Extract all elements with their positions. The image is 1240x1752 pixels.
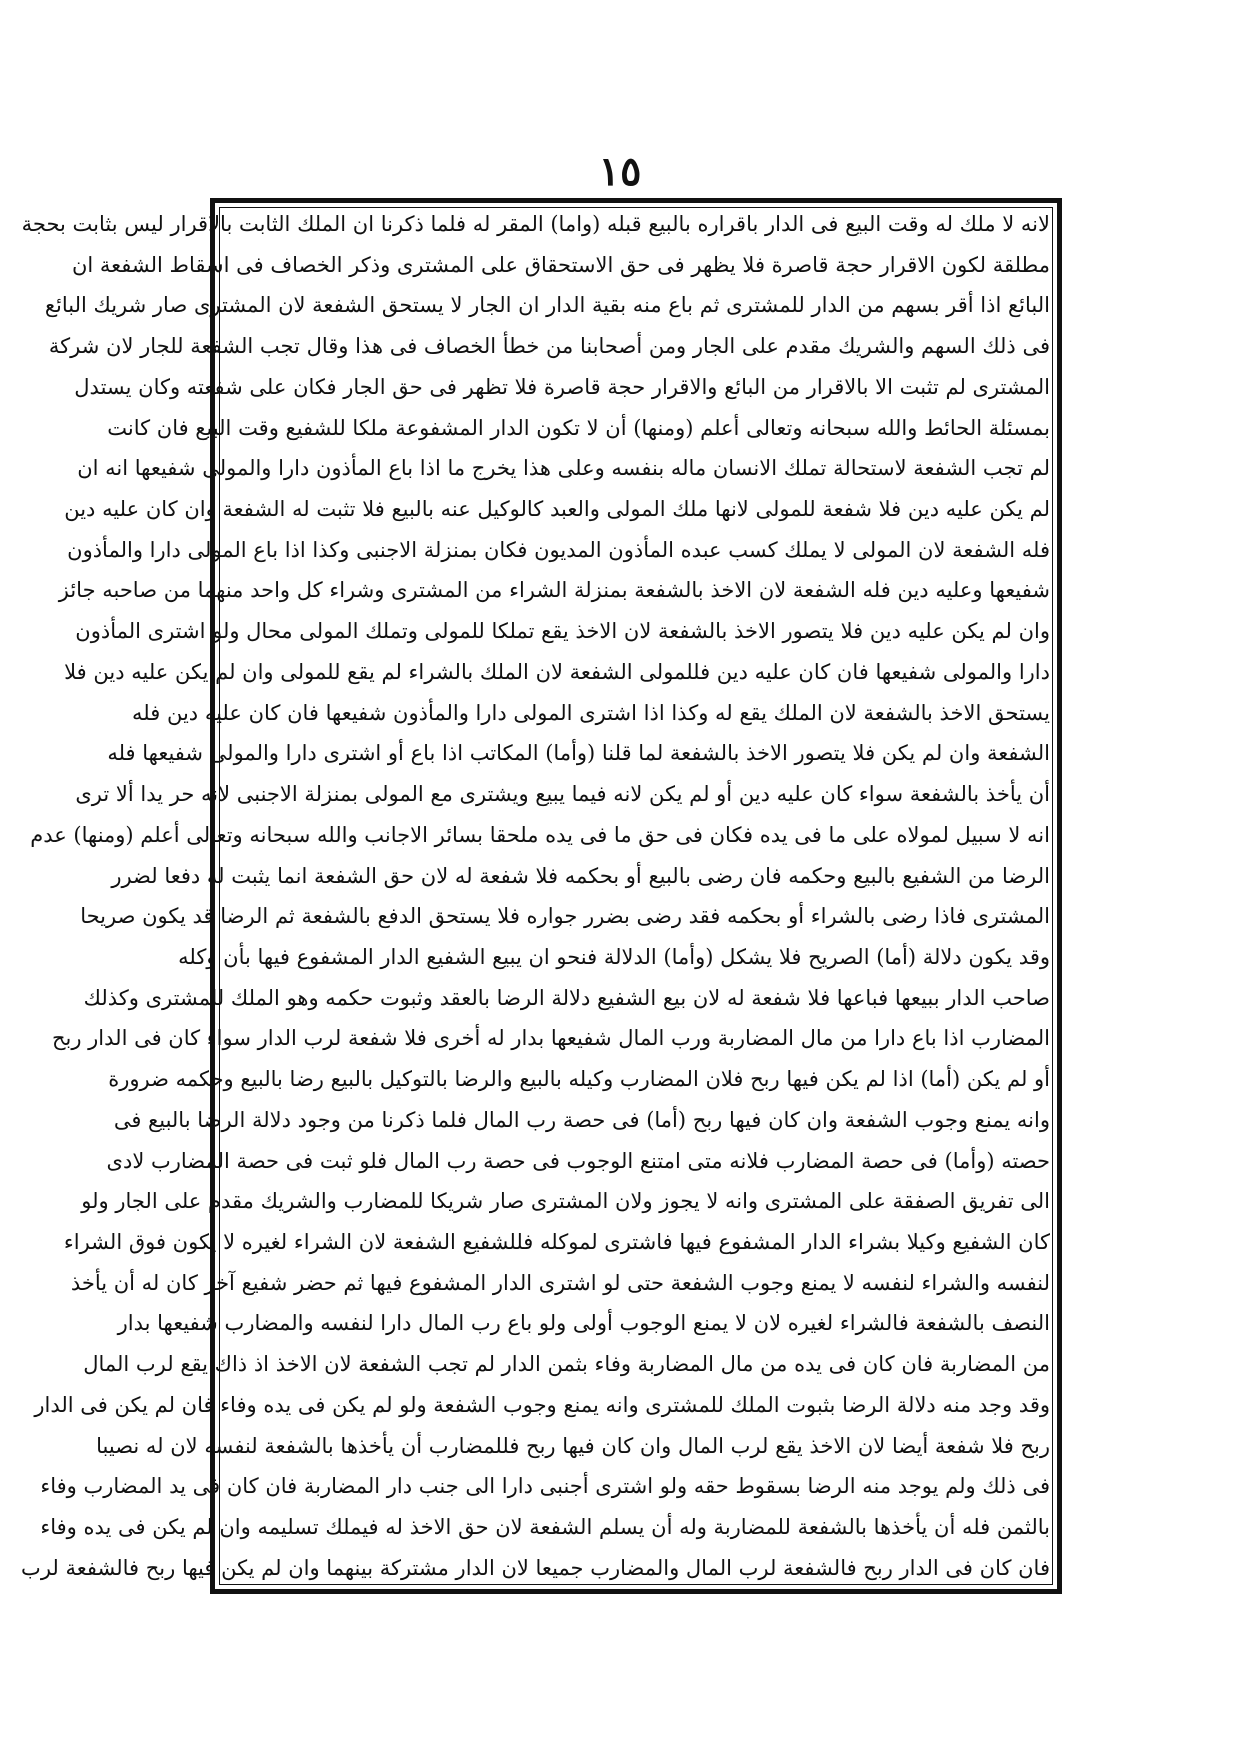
text-line: شفيعها وعليه دين فله الشفعة لان الاخذ بالشفعة بمنزلة الشراء من المشترى وشراء كل واحد منهما من صاحبه جائز: [58, 578, 1050, 603]
text-line: بالثمن فله أن يأخذها بالشفعة للمضاربة وله أن يسلم الشفعة لان حق الاخذ له فيملك تسليمه وان لم يكن فى يده وفاء: [40, 1515, 1050, 1539]
text-line: لم يكن عليه دين فلا شفعة للمولى لانها ملك المولى والعبد كالوكيل عنه بالبيع فلا تثبت له الشفعة وان كان عليه دين: [64, 497, 1050, 522]
text-line: البائع اذا أقر بسهم من الدار للمشترى ثم باع منه بقية الدار ان الجار لا يستحق الشفعة لان المشترى صار شريك البائع: [44, 293, 1050, 318]
text-line: فى ذلك ولم يوجد منه الرضا بسقوط حقه ولو اشترى أجنبى دارا الى جنب دار المضاربة فان كان فى يد المضارب وفاء: [40, 1474, 1050, 1499]
text-line: لم تجب الشفعة لاستحالة تملك الانسان ماله بنفسه وعلى هذا يخرج ما اذا باع المأذون دارا والمولى شفيعها انه ان: [77, 456, 1050, 481]
text-line: الرضا من الشفيع بالبيع وحكمه فان رضى بالبيع أو بحكمه فلا شفعة له لان حق الشفعة انما يثبت له دفعا لضرر: [111, 863, 1050, 888]
text-line: يستحق الاخذ بالشفعة لان الملك يقع له وكذا اذا اشترى المولى دارا والمأذون شفيعها فان كان عليه دين فله: [132, 700, 1050, 725]
text-line: من المضاربة فان كان فى يده من مال المضاربة وفاء بثمن الدار لم تجب الشفعة لان الاخذ اذ ذاك يقع لرب المال: [83, 1352, 1050, 1377]
text-line: المشترى فاذا رضى بالشراء أو بحكمه فقد رضى بضرر جواره فلا يستحق الدفع بالشفعة ثم الرضا قد يكون صريحا: [80, 904, 1050, 929]
text-line: النصف بالشفعة فالشراء لغيره لان لا يمنع الوجوب أولى ولو باع رب المال دارا لنفسه والمضارب شفيعها بدار: [117, 1311, 1050, 1336]
text-line: وانه يمنع وجوب الشفعة وان كان فيها ربح (أما) فى حصة رب المال فلما ذكرنا من وجود دلالة الرضا بالبيع فى: [113, 1107, 1050, 1132]
text-line: صاحب الدار ببيعها فباعها فلا شفعة له لان بيع الشفيع دلالة الرضا بالعقد وثبوت حكمه وهو الملك للمشترى وكذلك: [83, 985, 1050, 1010]
text-line: الشفعة وان لم يكن فلا يتصور الاخذ بالشفعة لما قلنا (وأما) المكاتب اذا باع أو اشترى دارا والمولى شفيعها فله: [107, 741, 1050, 766]
text-line: فان كان فى الدار ربح فالشفعة لرب المال والمضارب جميعا لان الدار مشتركة بينهما وان لم يكن فيها ربح فالشفعة لرب: [21, 1555, 1050, 1580]
text-line: وقد وجد منه دلالة الرضا بثبوت الملك للمشترى وانه يمنع وجوب الشفعة ولو لم يكن فى يده وفاء فان لم يكن فى الدار: [34, 1392, 1050, 1417]
text-line: مطلقة لكون الاقرار حجة قاصرة فلا يظهر فى حق الاستحقاق على المشترى وذكر الخصاف فى اسقاط الشفعة ان: [71, 252, 1050, 277]
text-line: الى تفريق الصفقة على المشترى وانه لا يجوز ولان المشترى صار شريكا للمضارب والشريك مقدم على الجار ولو: [81, 1189, 1050, 1214]
text-line: لنفسه والشراء لنفسه لا يمنع وجوب الشفعة حتى لو اشترى الدار المشفوع فيها ثم حضر شفيع آخر كان له أن يأخذ: [70, 1270, 1050, 1295]
page-number: ١٥: [598, 148, 642, 195]
text-line: ربح فلا شفعة أيضا لان الاخذ يقع لرب المال وان كان فيها ربح فللمضارب أن يأخذها بالشفعة لنفسه لان له نصيبا: [96, 1433, 1050, 1458]
text-line: المشترى لم تثبت الا بالاقرار من البائع والاقرار حجة قاصرة فلا تظهر فى حق الجار فكان على شفعته وكان يستدل: [74, 374, 1050, 399]
text-line: لانه لا ملك له وقت البيع فى الدار باقراره بالبيع قبله (واما) المقر له فلما ذكرنا ان الملك الثابت بالاقرار ليس بثابت بحجة: [21, 212, 1050, 236]
text-line: وان لم يكن عليه دين فلا يتصور الاخذ بالشفعة لان الاخذ يقع تملكا للمولى وتملك المولى محال ولو اشترى المأذون: [75, 619, 1050, 644]
text-line: أن يأخذ بالشفعة سواء كان عليه دين أو لم يكن لانه فيما يبيع ويشترى مع المولى بمنزلة الاجنبى لانه حر يدا ألا ترى: [75, 782, 1050, 807]
text-line: المضارب اذا باع دارا من مال المضاربة ورب المال شفيعها بدار له أخرى فلا شفعة لرب الدار سواء كان فى الدار ربح: [51, 1026, 1050, 1051]
text-line: وقد يكون دلالة (أما) الصريح فلا يشكل (وأما) الدلالة فنحو ان يبيع الشفيع الدار المشفوع فيها بأن وكله: [178, 944, 1050, 969]
text-body: [21, 206, 1050, 1586]
text-line: كان الشفيع وكيلا بشراء الدار المشفوع فيها فاشترى لموكله فللشفيع الشفعة لان الشراء لغيره لا يكون فوق الشراء: [63, 1229, 1050, 1254]
text-line: دارا والمولى شفيعها فان كان عليه دين فللمولى الشفعة لان الملك بالشراء لم يقع للمولى وان لم يكن عليه دين فلا: [64, 659, 1050, 684]
text-line: فله الشفعة لان المولى لا يملك كسب عبده المأذون المديون فكان بمنزلة الاجنبى وكذا اذا باع المولى دارا والمأذون: [67, 537, 1050, 562]
text-line: بمسئلة الحائط والله سبحانه وتعالى أعلم (ومنها) أن لا تكون الدار المشفوعة ملكا للشفيع وقت البيع فان كانت: [107, 415, 1050, 440]
text-line: أو لم يكن (أما) اذا لم يكن فيها ربح فلان المضارب وكيله بالبيع والرضا بالتوكيل بالبيع رضا بالبيع وحكمه ضرورة: [108, 1067, 1050, 1092]
text-line: فى ذلك السهم والشريك مقدم على الجار ومن أصحابنا من خطأ الخصاف فى هذا وقال تجب الشفعة للجار لان شركة: [48, 334, 1050, 359]
text-line: انه لا سبيل لمولاه على ما فى يده فكان فى حق ما فى يده ملحقا بسائر الاجانب والله سبحانه وتعالى أعلم (ومنها) عدم: [30, 822, 1050, 847]
text-line: حصته (وأما) فى حصة المضارب فلانه متى امتنع الوجوب فى حصة رب المال فلو ثبت فى حصة المضارب لادى: [106, 1148, 1050, 1173]
